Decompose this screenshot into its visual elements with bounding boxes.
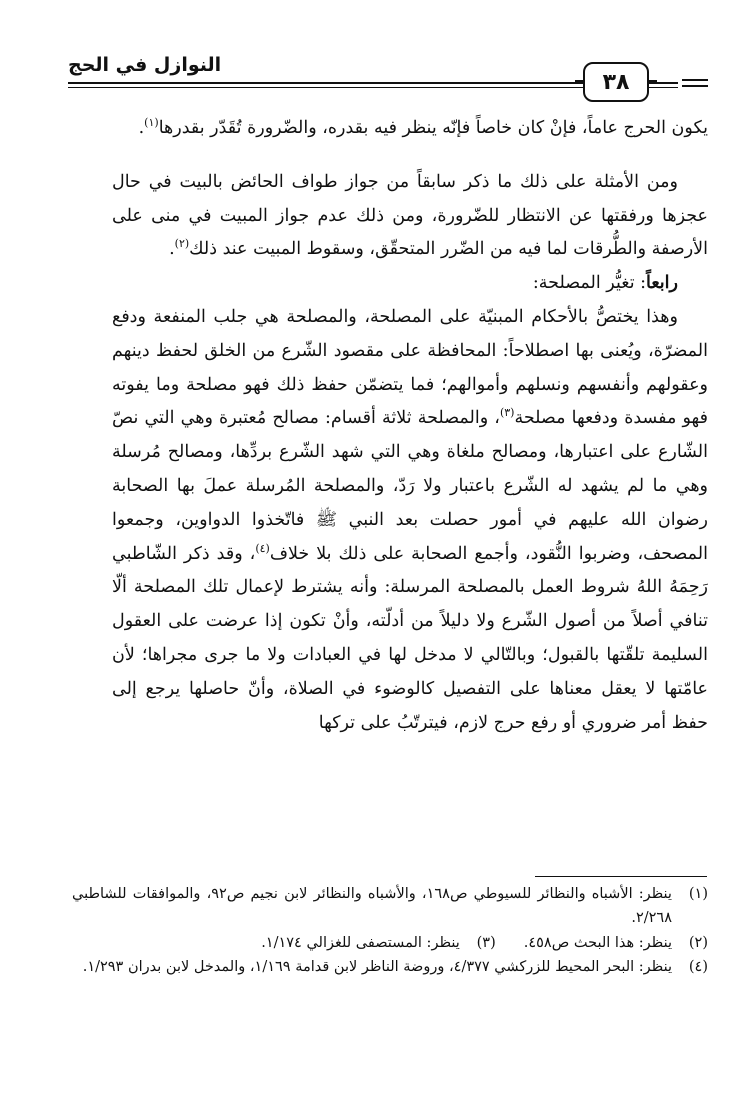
page-header [68, 52, 708, 100]
section-heading: رابعاً: تغيُّر المصلحة: [532, 273, 678, 294]
footnote-item: (٣) ينظر: المستصفى للغزالي ١/١٧٤. [261, 935, 496, 951]
footnote-ref-1[interactable]: (١) [144, 116, 159, 130]
footnote-ref-2[interactable]: (٢) [174, 237, 190, 251]
paragraph-3: وهذا يختصُّ بالأحكام المبنيّة على المصلحة، والمصلحة هي جلب المنفعة ودفع المضرّة، ويُعنى بها اصطلاحاً: المحافظة على مقصود الشّرع من الخلق لحفظ دينهم وعقولهم وأنفسهم ونسلهم وأموالهم؛ فما يتضمّن حفظ ذلك فهو مصلحة وما يفوته فهو مفسدة ودفعها مصلحة$^{(٣)}$، والمصلحة ثلاثة أقسام: مصالح مُعتبرة وهي التي نصّ الشّارع على اعتبارها، ومصالح ملغاة وهي التي شهد الشّرع بردِّها، ومصالح مُرسلة وهي ما لم يشهد له الشّرع باعتبار ولا رَدّ، والمصلحة المُرسلة عملَ بها الصحابة رضوان الله عليهم في أمور حصلت بعد النبي ﷺ فاتّخذوا الدواوين، وجمعوا المصحف، وضربوا النُّقود، وأجمع الصحابة على ذلك بلا خلاف$^{(٤)}$، وقد ذكر الشّاطبي رَحِمَهُ اللهُ شروط العمل بالمصلحة المرسلة: وأنه يشترط لإعمال تلك المصلحة ألّا تنافي أصلاً من أصول الشّرع ولا دليلاً من أدلّته، وأنْ تكون إذا عرضت على العقول السليمة تلقّتها بالقبول؛ وبالتّالي لا مدخل لها في العبادات ولا ما جرى مجراها؛ لأن عامّتها لا يعقل معناها على التفصيل كالوضوء في الصلاة، وأنّ حاصلها يرجع إلى حفظ أمر ضروري أو رفع حرج لازم، فيترتّبُ على تركها [112, 306, 708, 733]
footnote-separator [535, 876, 707, 877]
footnote-ref-4[interactable]: (٤) [255, 541, 270, 555]
footnote-ref-3[interactable]: (٣) [499, 406, 515, 420]
footnote-item: (١) ينظر: الأشباه والنظائر للسيوطي ص١٦٨، والأشباه والنظائر لابن نجيم ص٩٢، والموافقات للشاطبي ٢/٢٦٨. [72, 886, 708, 926]
header-ornament [678, 79, 708, 89]
footnote-row [72, 931, 708, 955]
paragraph-1: يكون الحرج عاماً، فإنْ كان خاصاً فإنّه ينظر فيه بقدره، والضّرورة تُقَدّر بقدرها$^{(١)}$. [138, 116, 708, 138]
page-number: ٣٨ [602, 69, 630, 95]
main-text [112, 112, 708, 740]
footnote-item: (٢) ينظر: هذا البحث ص٤٥٨. [523, 935, 708, 951]
footnotes [72, 882, 708, 980]
page-number-badge [583, 62, 649, 102]
footnote-item: (٤) ينظر: البحر المحيط للزركشي ٤/٣٧٧، وروضة الناظر لابن قدامة ١/١٦٩، والمدخل لابن بدران ١/٢٩٣. [82, 959, 708, 975]
running-title: النوازل في الحج [68, 54, 222, 76]
paragraph-2: ومن الأمثلة على ذلك ما ذكر سابقاً من جواز طواف الحائض بالبيت في حال عجزها ورفقتها عن الانتظار للضّرورة، ومن ذلك عدم جواز المبيت في منى على الأرصفة والطُّرقات لما فيه من الضّرر المتحقّق، وسقوط المبيت عند ذلك$^{(٢)}$. [112, 171, 708, 260]
